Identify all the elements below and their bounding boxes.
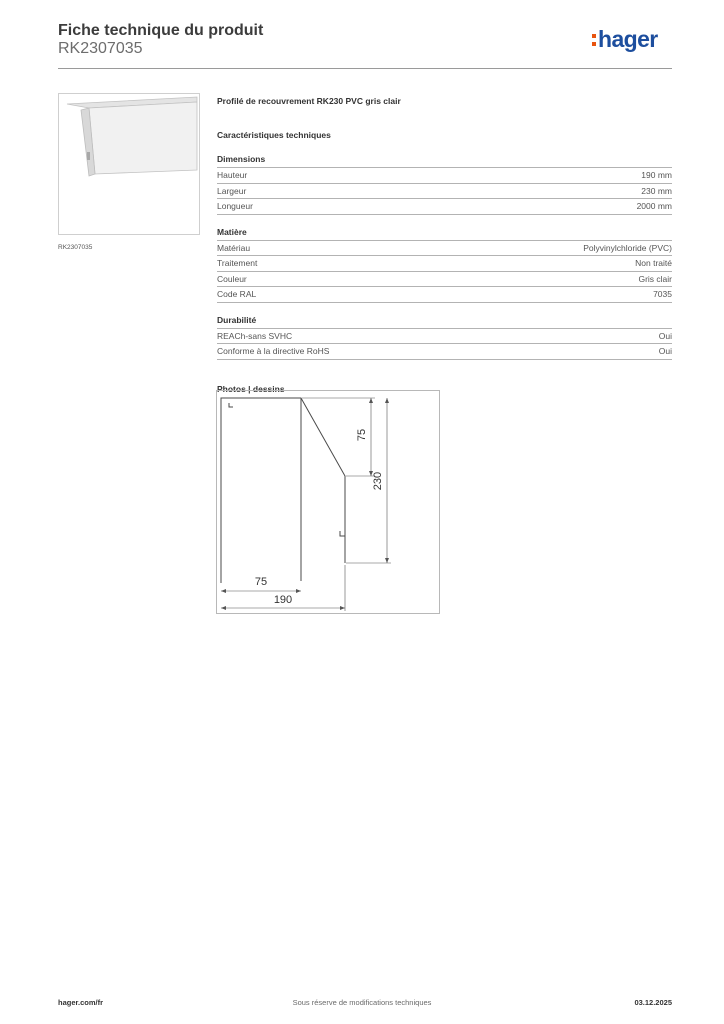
spec-label: Longueur: [217, 201, 253, 211]
spec-row: [217, 271, 672, 287]
spec-row: [217, 328, 672, 344]
spec-value: Gris clair: [638, 273, 672, 284]
spec-label: Code RAL: [217, 289, 257, 299]
spec-label: Conforme à la directive RoHS: [217, 346, 330, 356]
product-reference: RK2307035: [58, 40, 143, 57]
group-divider: [217, 359, 672, 360]
dim-label-230: 230: [372, 471, 384, 491]
spec-value: Polyvinylchloride (PVC): [583, 242, 672, 253]
group-title-material: Matière: [217, 226, 247, 237]
spec-row: [217, 198, 672, 214]
group-divider: [217, 302, 672, 303]
footer-date: 03.12.2025: [634, 998, 672, 1007]
page-title: Fiche technique du produit: [58, 22, 264, 39]
spec-row: [217, 240, 672, 256]
header-divider: [58, 68, 672, 69]
group-divider: [217, 214, 672, 215]
spec-row: [217, 167, 672, 183]
group-title-durability: Durabilité: [217, 314, 257, 325]
logo-dots-icon: [592, 34, 597, 50]
dim-label-75-vertical: 75: [356, 428, 368, 442]
spec-value: Oui: [658, 330, 672, 341]
spec-label: Couleur: [217, 273, 247, 284]
spec-value: Oui: [658, 346, 672, 356]
group-title-dimensions: Dimensions: [217, 154, 266, 164]
spec-label: REACh-sans SVHC: [217, 330, 293, 341]
dim-label-190: 190: [273, 594, 293, 606]
spec-label: Hauteur: [217, 170, 248, 180]
logo-wordmark: hager: [598, 26, 658, 52]
product-title: Profilé de recouvrement RK230 PVC gris clair: [217, 96, 401, 106]
spec-row: [217, 343, 672, 359]
spec-row: [217, 183, 672, 199]
photos-heading: Photos | dessins: [217, 383, 285, 394]
spec-panel: [217, 96, 672, 398]
spec-value: 190 mm: [641, 170, 672, 180]
footer-website-link[interactable]: hager.com/fr: [58, 998, 104, 1007]
product-image: [58, 93, 200, 235]
specs-heading: Caractéristiques techniques: [217, 130, 331, 140]
spec-row: [217, 255, 672, 271]
image-caption: RK2307035: [58, 244, 93, 251]
spec-value: 7035: [653, 289, 672, 299]
spec-label: Largeur: [217, 185, 247, 196]
product-profile-icon: [59, 94, 199, 234]
profile-drawing-svg: [217, 391, 439, 613]
spec-label: Traitement: [217, 258, 258, 268]
dim-label-75-horizontal: 75: [254, 576, 268, 588]
spec-value: 230 mm: [641, 185, 672, 196]
technical-drawing: [216, 390, 440, 614]
spec-value: Non traité: [635, 258, 672, 268]
spec-label: Matériau: [217, 242, 251, 253]
spec-row: [217, 286, 672, 302]
footer-notice: Sous réserve de modifications techniques: [292, 998, 432, 1007]
spec-value: 2000 mm: [636, 201, 672, 211]
